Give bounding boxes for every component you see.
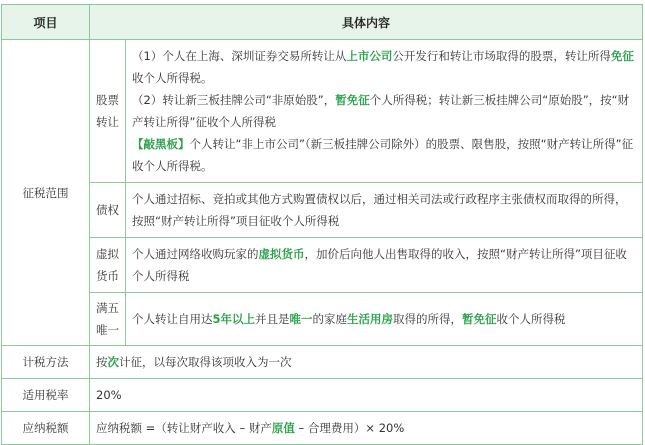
sub-label-stocks-line1: 股票	[96, 93, 119, 107]
cell-payable: 应纳税额 =（转让财产收入 – 财产原值 – 合理费用）× 20%	[90, 412, 643, 445]
sub-label-five-line1: 满五	[96, 301, 119, 315]
cell-rate: 20%	[90, 379, 643, 412]
category-method: 计税方法	[2, 346, 90, 379]
header-content: 具体内容	[90, 5, 643, 40]
sub-label-five-years	[90, 293, 126, 346]
sub-label-stocks	[90, 40, 126, 183]
row-debt	[2, 183, 643, 238]
stocks-paragraph-1: （1）个人在上海、深圳证券交易所转让从上市公司公开发行和转让市场取得的股票，转让所得免征收个人所得税。	[132, 49, 634, 85]
row-stock-transfer	[2, 40, 643, 183]
row-five-years	[2, 293, 643, 346]
sub-label-debt: 债权	[90, 183, 126, 238]
row-rate	[2, 379, 643, 412]
category-payable: 应纳税额	[2, 412, 90, 445]
sub-label-virtual-line2: 货币	[96, 269, 119, 283]
header-row	[2, 5, 643, 40]
cell-virtual: 个人通过网络收购玩家的虚拟货币，加价后向他人出售取得的收入，按照“财产转让所得”项目征收个人所得税	[126, 238, 643, 293]
stocks-paragraph-2: （2）转让新三板挂牌公司“非原始股”，暂免征个人所得税；转让新三板挂牌公司“原始股”，按“财产转让所得”征收个人所得税	[132, 93, 630, 129]
cell-five-years: 个人转让自用达5年以上并且是唯一的家庭生活用房取得的所得，暂免征收个人所得税	[126, 293, 643, 346]
row-method	[2, 346, 643, 379]
header-item: 项目	[2, 5, 90, 40]
sub-label-five-line2: 唯一	[96, 323, 119, 337]
tax-table	[1, 4, 643, 445]
cell-method: 按次计征，以每次取得该项收入为一次	[90, 346, 643, 379]
sub-label-virtual	[90, 238, 126, 293]
cell-stocks	[126, 40, 643, 183]
category-rate: 适用税率	[2, 379, 90, 412]
row-virtual-currency	[2, 238, 643, 293]
sub-label-stocks-line2: 转让	[96, 115, 119, 129]
stocks-paragraph-3: 【敲黑板】个人转让“非上市公司”（新三板挂牌公司除外）的股票、限售股，按照“财产转让所得”征收个人所得税。	[132, 137, 634, 173]
sub-label-virtual-line1: 虚拟	[96, 247, 119, 261]
category-scope: 征税范围	[2, 40, 90, 346]
cell-debt: 个人通过招标、竞拍或其他方式购置债权以后，通过相关司法或行政程序主张债权而取得的所得，按照“财产转让所得”项目征收个人所得税	[126, 183, 643, 238]
